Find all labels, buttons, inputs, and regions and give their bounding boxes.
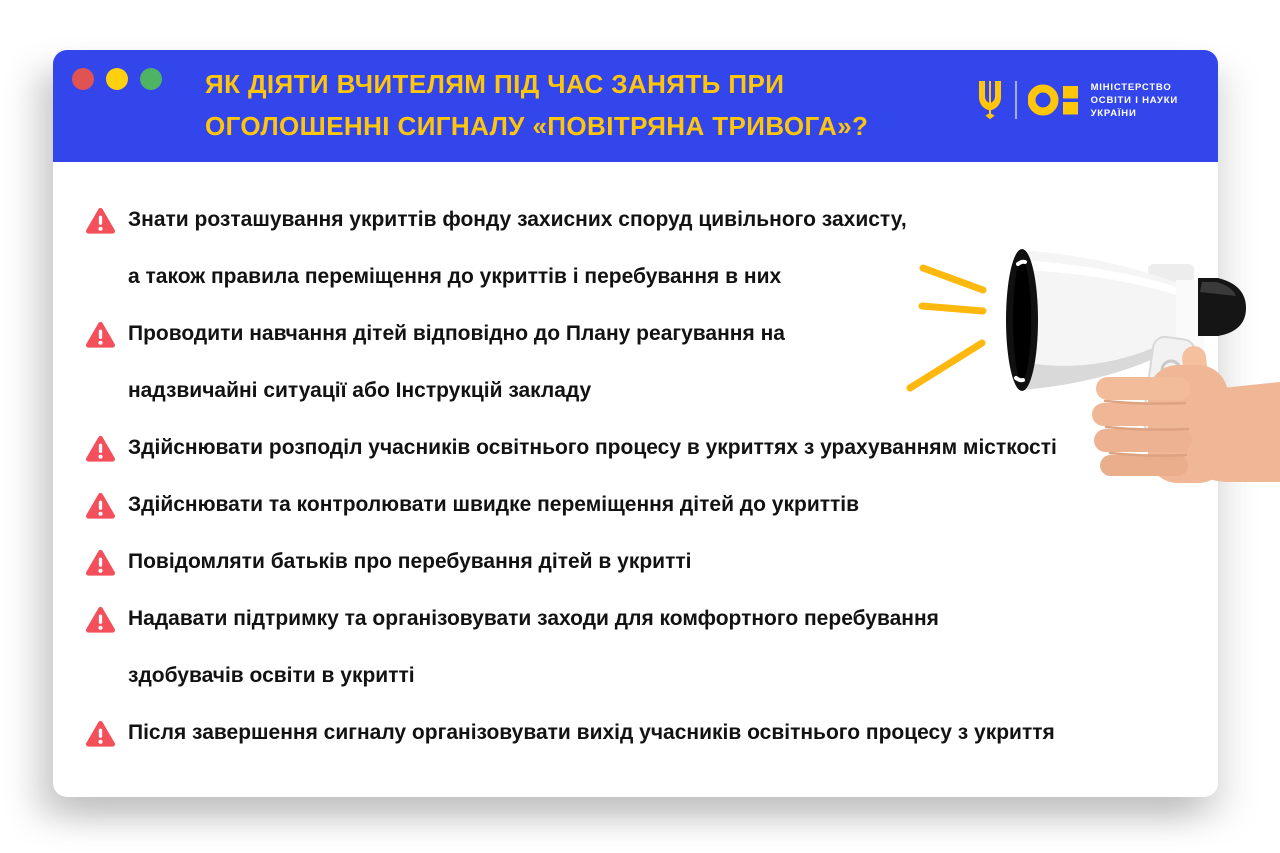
list-item-line: Після завершення сигналу організовувати вихід учасників освітнього процесу з укриття	[128, 721, 1055, 744]
list-item-text	[128, 704, 1218, 761]
trident-icon	[976, 80, 1004, 120]
warning-triangle-icon	[85, 548, 116, 577]
list-item-line: Знати розташування укриттів фонду захисних споруд цивільного захисту,	[128, 208, 907, 231]
list-item-bullet	[85, 704, 128, 753]
window-control-green-icon	[140, 68, 162, 90]
ministry-name	[1091, 81, 1178, 120]
warning-triangle-icon	[85, 434, 116, 463]
list-item-text	[128, 191, 1218, 305]
list-item-text	[128, 590, 1218, 704]
list-item	[85, 590, 1218, 704]
list-item-text	[128, 476, 1218, 533]
page-title-line1: ЯК ДІЯТИ ВЧИТЕЛЯМ ПІД ЧАС ЗАНЯТЬ ПРИ	[205, 69, 785, 99]
list-item-line: надзвичайні ситуації або Інструкцій закладу	[128, 379, 592, 402]
list-item-line: Здійснювати та контролювати швидке переміщення дітей до укриттів	[128, 493, 860, 516]
alert-list	[53, 162, 1218, 761]
warning-triangle-icon	[85, 605, 116, 634]
window-header	[53, 50, 1218, 162]
list-item	[85, 704, 1218, 761]
list-item-bullet	[85, 476, 128, 525]
list-item-text	[128, 305, 1218, 419]
logo-divider	[1015, 81, 1017, 119]
list-item-line: Надавати підтримку та організовувати заходи для комфортного перебування	[128, 607, 939, 630]
list-item-bullet	[85, 191, 128, 240]
list-item-line: здобувачів освіти в укритті	[128, 664, 415, 687]
page-title	[205, 63, 868, 147]
list-item-bullet	[85, 305, 128, 354]
list-item-bullet	[85, 533, 128, 582]
list-item	[85, 476, 1218, 533]
window-control-red-icon	[72, 68, 94, 90]
warning-triangle-icon	[85, 206, 116, 235]
warning-triangle-icon	[85, 320, 116, 349]
warning-triangle-icon	[85, 719, 116, 748]
ministry-name-line2: ОСВІТИ І НАУКИ	[1090, 94, 1178, 106]
content-area	[53, 162, 1218, 797]
ministry-logo	[976, 76, 1178, 124]
page-title-line2: ОГОЛОШЕННІ СИГНАЛУ «ПОВІТРЯНА ТРИВОГА»?	[205, 111, 869, 141]
window-control-yellow-icon	[106, 68, 128, 90]
warning-triangle-icon	[85, 491, 116, 520]
list-item-line: а також правила переміщення до укриттів і перебування в них	[128, 265, 782, 288]
list-item	[85, 305, 1218, 419]
list-item-line: Здійснювати розподіл учасників освітнього процесу в укриттях з урахуванням місткості	[128, 436, 1057, 459]
list-item	[85, 419, 1218, 476]
window-controls	[72, 68, 162, 90]
ministry-name-line1: МІНІСТЕРСТВО	[1090, 81, 1172, 93]
list-item-line: Повідомляти батьків про перебування дітей в укритті	[128, 550, 692, 573]
list-item	[85, 533, 1218, 590]
ministry-name-line3: УКРАЇНИ	[1090, 107, 1137, 119]
mon-logo-icon	[1028, 83, 1080, 117]
browser-window-card	[53, 50, 1218, 797]
list-item-text	[128, 419, 1218, 476]
list-item-text	[128, 533, 1218, 590]
list-item-bullet	[85, 590, 128, 639]
list-item-line: Проводити навчання дітей відповідно до Плану реагування на	[128, 322, 785, 345]
list-item-bullet	[85, 419, 128, 468]
list-item	[85, 191, 1218, 305]
